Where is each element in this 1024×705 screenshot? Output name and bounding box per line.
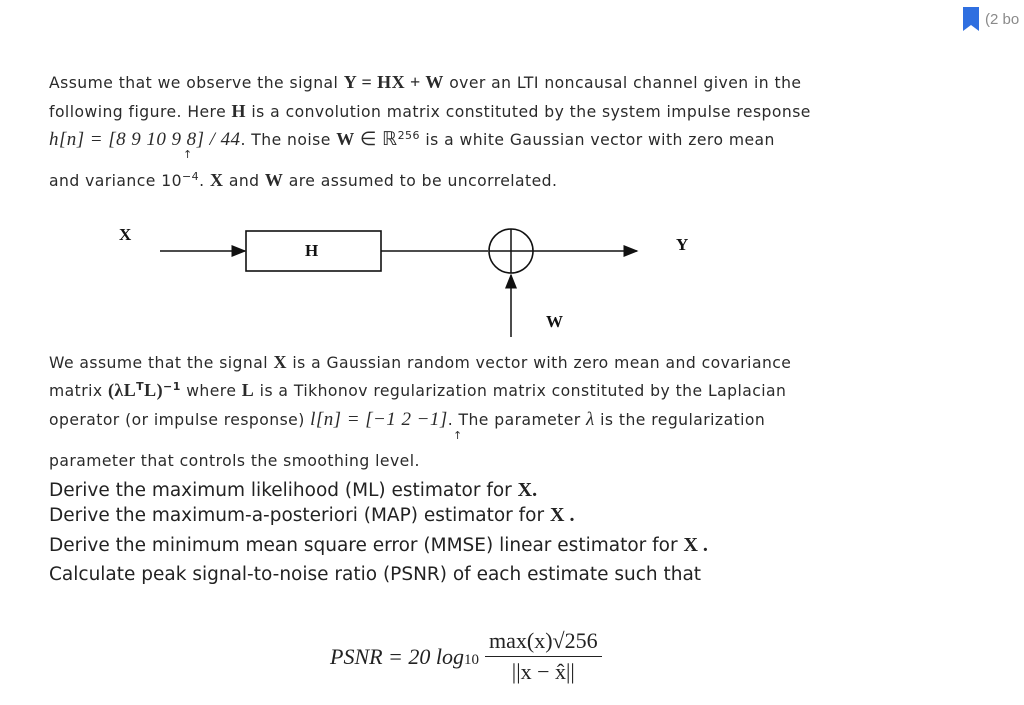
formula-denominator: ||x − x̂||	[511, 659, 575, 684]
prior-line-2: matrix $(\lambda L^TL)^{-1}$ where L is a Tikhonov regularization matrix constituted by the Laplacian	[49, 380, 787, 401]
formula-log-base: 10	[464, 652, 480, 668]
question-map: Derive the maximum-a-posteriori (MAP) estimator for X .	[49, 504, 575, 526]
formula-fraction	[485, 628, 602, 685]
question-mmse: Derive the minimum mean square error (MMSE) linear estimator for X .	[49, 534, 708, 556]
impulse-response-h: h[n] = [8 9 10 9 8] / 44	[49, 129, 241, 150]
psnr-formula	[330, 628, 602, 685]
block-diagram-svg	[100, 215, 700, 345]
formula-lhs: PSNR = 20 log	[330, 643, 465, 669]
diagram-noise-label: W	[546, 312, 563, 331]
equation-y-hx-w: Y = HX + W	[343, 72, 444, 92]
bookmark[interactable]	[963, 7, 1019, 31]
laplacian-operator: l[n] = [−1 2 −1]	[310, 409, 448, 430]
block-diagram	[100, 215, 700, 349]
origin-marker-icon: ↑	[453, 429, 463, 442]
formula-numerator: max(x)√256	[485, 628, 602, 657]
question-psnr: Calculate peak signal-to-noise ratio (PSNR) of each estimate such that	[49, 564, 702, 585]
prior-line-3: operator (or impulse response) l[n] = [−1 2 −1]. The parameter λ is the regularization	[49, 409, 766, 430]
bookmark-label: (2 bo	[985, 10, 1020, 28]
bookmark-icon	[963, 7, 979, 31]
intro-line-3: h[n] = [8 9 10 9 8] / 44. The noise W ∈ ℝ$^{256}$ is a white Gaussian vector with zero mean	[49, 128, 775, 150]
intro-line-1: Assume that we observe the signal Y = HX + W over an LTI noncausal channel given in the	[49, 72, 802, 92]
diagram-input-label: X	[119, 225, 132, 244]
diagram-output-label: Y	[676, 235, 689, 254]
intro-line-2: following figure. Here H is a convolution matrix constituted by the system impulse response	[49, 101, 811, 121]
question-ml: Derive the maximum likelihood (ML) estimator for X.	[49, 479, 538, 501]
origin-marker-icon: ↑	[183, 148, 193, 161]
diagram-block-label: H	[305, 241, 319, 260]
prior-line-1: We assume that the signal X is a Gaussian random vector with zero mean and covariance	[49, 352, 792, 372]
prior-line-4: parameter that controls the smoothing level.	[49, 452, 420, 470]
intro-line-4: and variance $10^{-4}$. X and W are assumed to be uncorrelated.	[49, 170, 558, 191]
